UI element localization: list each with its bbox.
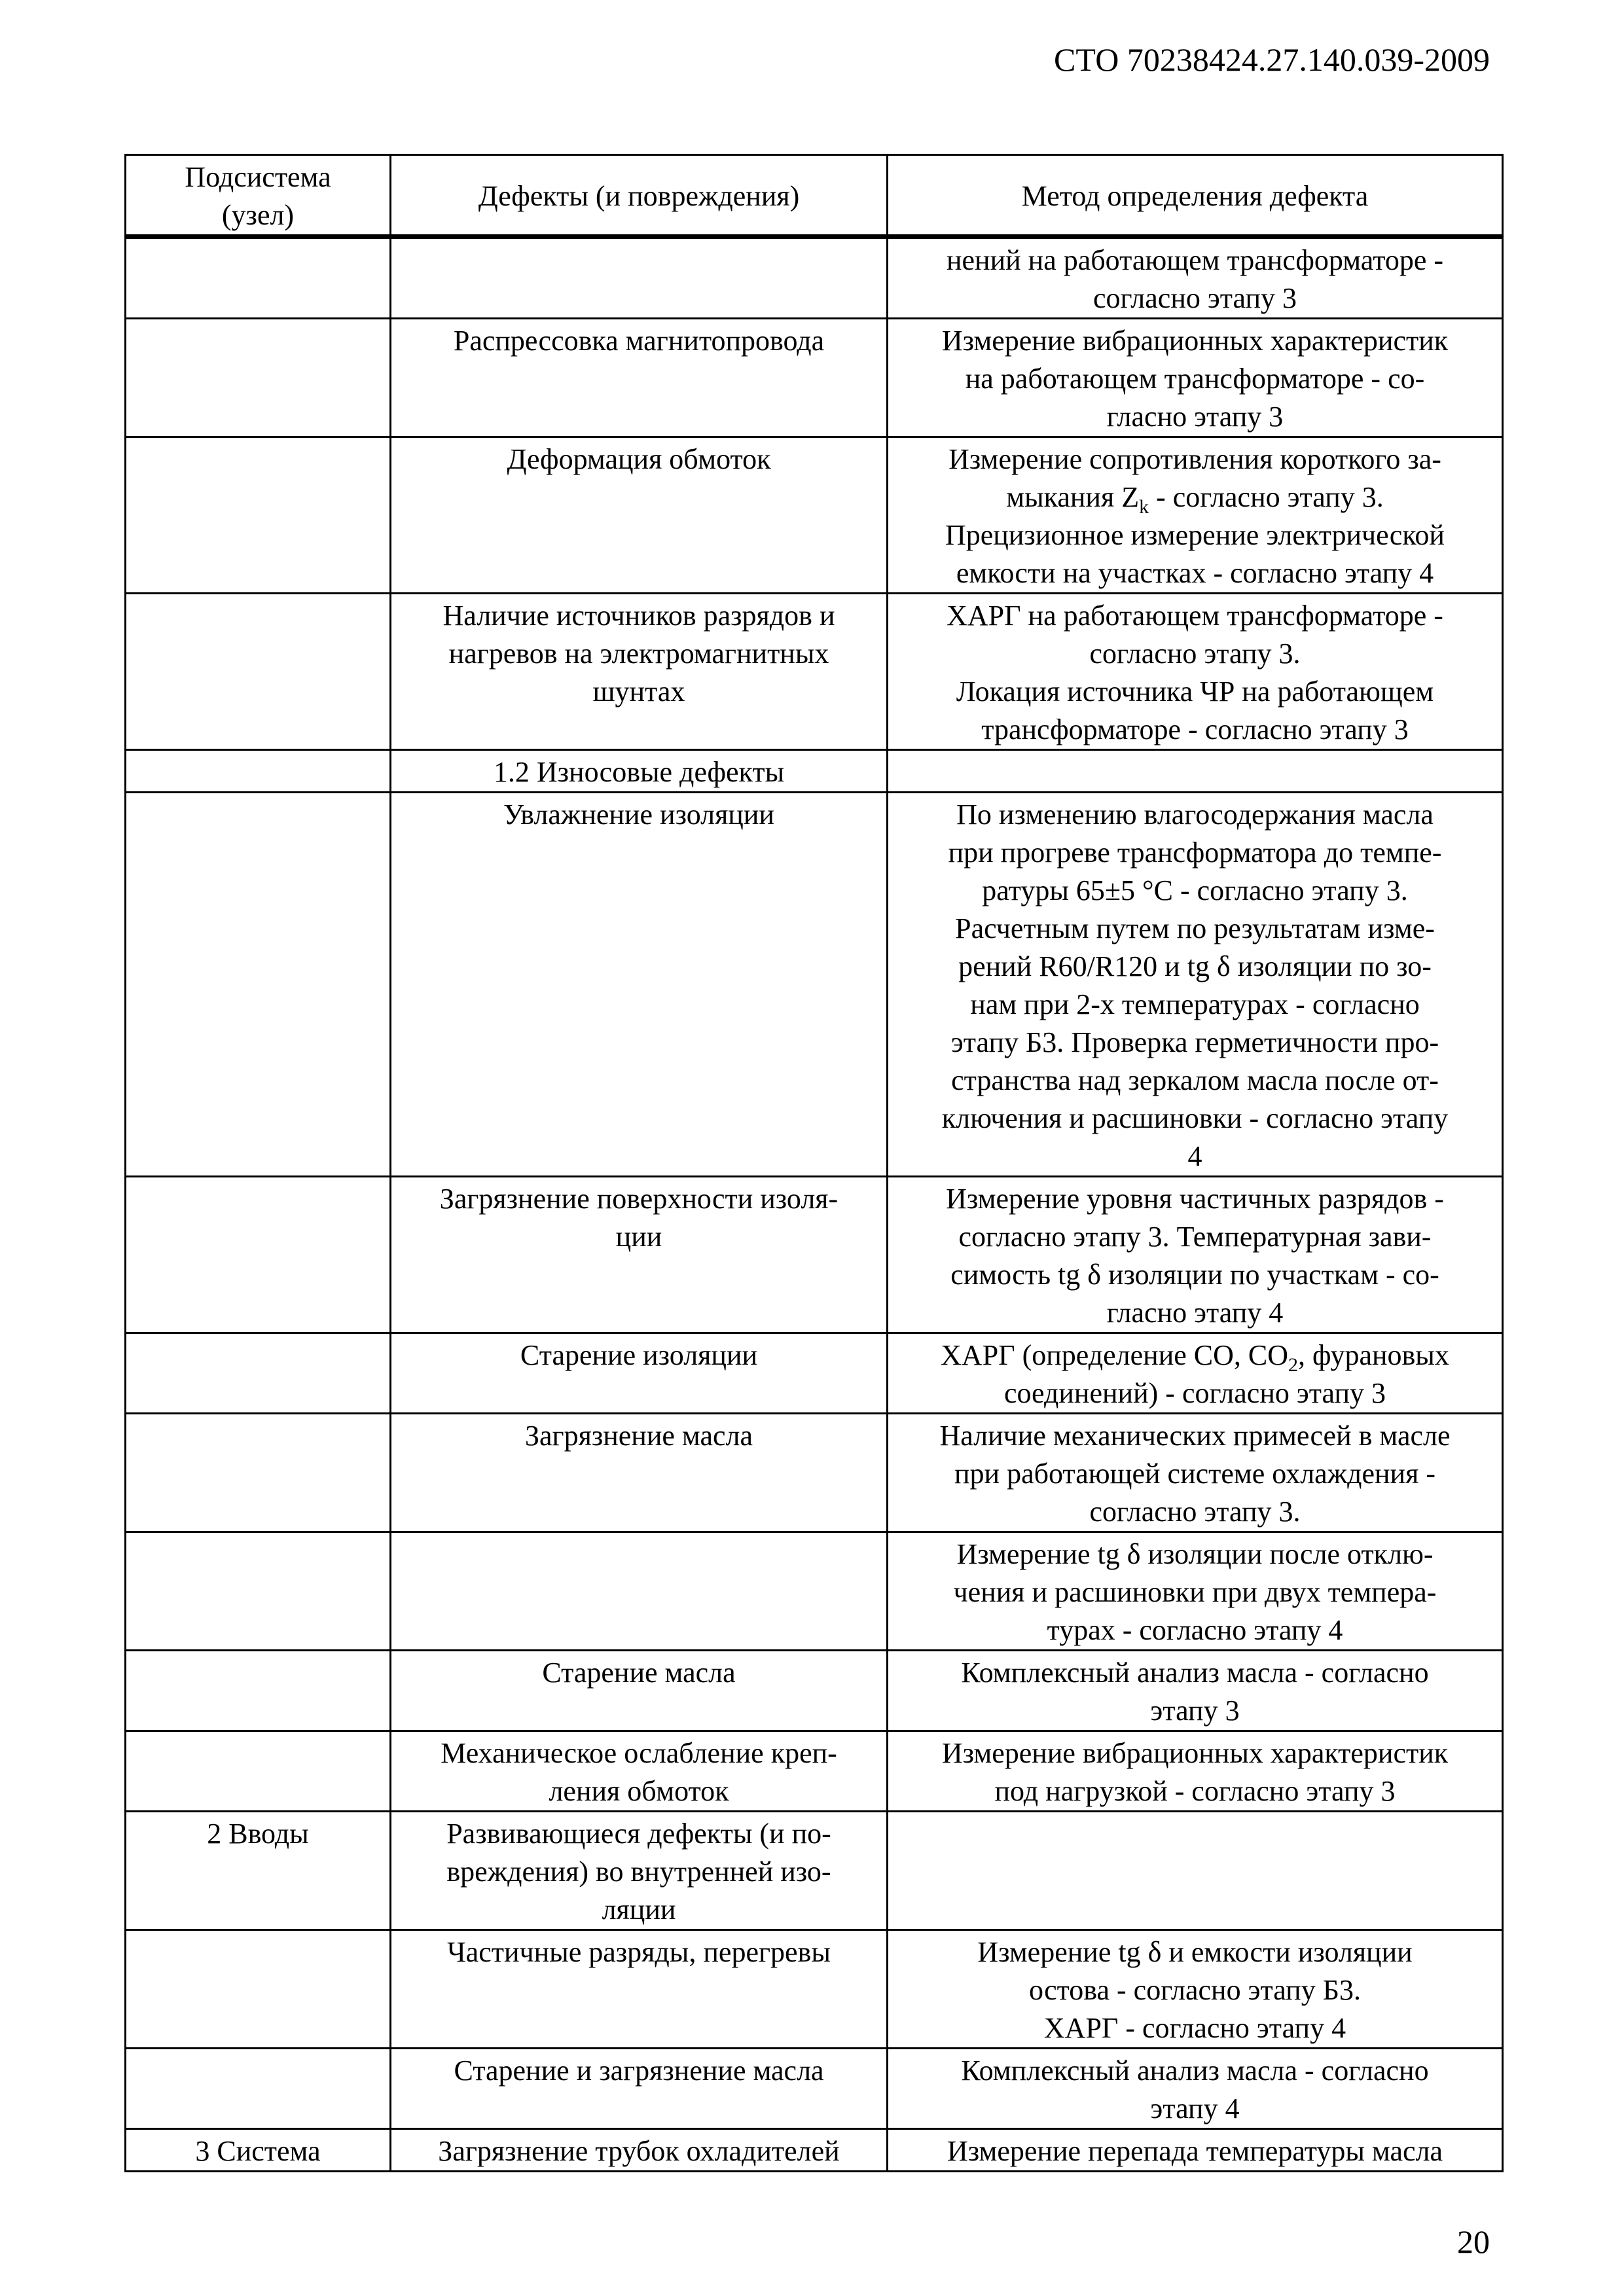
cell-method: Измерение перепада температуры масла [888, 2129, 1503, 2172]
cell-method: Комплексный анализ масла - согласно этапу 3 [888, 1651, 1503, 1731]
cell-defect: Частичные разряды, перегревы [391, 1930, 888, 2049]
cell-method: Измерение вибрационных характеристик под нагрузкой - согласно этапу 3 [888, 1731, 1503, 1812]
table-row [126, 319, 1503, 437]
page-number: 20 [1457, 2223, 1490, 2260]
method-text-part: , фурановых соединений) - согласно этапу 3 [1003, 1339, 1449, 1409]
cell-defect [391, 1532, 888, 1651]
cell-defect: Загрязнение поверхности изоля- ции [391, 1177, 888, 1333]
cell-defect: Загрязнение трубок охладителей [391, 2129, 888, 2172]
table-row [126, 1930, 1503, 2049]
table-body [126, 237, 1503, 2172]
cell-subsystem [126, 2049, 391, 2129]
cell-method [888, 437, 1503, 594]
cell-defect: Увлажнение изоляции [391, 793, 888, 1177]
defects-table [124, 154, 1504, 2172]
method-text-part: ХАРГ (определение СО, СО [941, 1339, 1289, 1371]
cell-defect: Распрессовка магнитопровода [391, 319, 888, 437]
cell-method: Комплексный анализ масла - согласно этапу 4 [888, 2049, 1503, 2129]
table-header-row [126, 155, 1503, 237]
cell-method [888, 1333, 1503, 1414]
cell-subsystem [126, 594, 391, 750]
cell-defect: Загрязнение масла [391, 1414, 888, 1532]
cell-method: нений на работающем трансформаторе - согласно этапу 3 [888, 237, 1503, 319]
cell-method: По изменению влагосодержания масла при прогреве трансформатора до темпе- ратуры 65±5 °С - согласно этапу 3. Расчетным путем по результатам изме- рений R60/R120 и tg δ изоляции по зо- нам при 2-х температурах - согласно этапу Б3. Проверка герметичности про- странства над зеркалом масла после от- ключения и расшиновки - согласно этапу 4 [888, 793, 1503, 1177]
cell-method: Измерение вибрационных характеристик на работающем трансформаторе - со- гласно этапу 3 [888, 319, 1503, 437]
method-text-part: Измерение сопротивления короткого за- мыкания Z [948, 443, 1441, 513]
cell-subsystem [126, 1731, 391, 1812]
cell-defect: Развивающиеся дефекты (и по- вреждения) во внутренней изо- ляции [391, 1812, 888, 1930]
cell-subsystem [126, 1651, 391, 1731]
subscript-text: k [1139, 495, 1149, 518]
cell-subsystem [126, 793, 391, 1177]
table-row [126, 1731, 1503, 1812]
subscript-text: 2 [1288, 1354, 1299, 1376]
method-text-part: - согласно этапу 3. Прецизионное измерение электрической емкости на участках - согласно этапу 4 [945, 481, 1445, 589]
cell-defect: Старение изоляции [391, 1333, 888, 1414]
cell-subsystem [126, 1414, 391, 1532]
cell-defect: Механическое ослабление креп- ления обмоток [391, 1731, 888, 1812]
cell-defect: Старение и загрязнение масла [391, 2049, 888, 2129]
cell-subsystem [126, 1333, 391, 1414]
cell-defect: Деформация обмоток [391, 437, 888, 594]
cell-method: Измерение tg δ изоляции после отклю- чения и расшиновки при двух темпера- турах - согласно этапу 4 [888, 1532, 1503, 1651]
table-row [126, 1651, 1503, 1731]
table-row [126, 750, 1503, 793]
table-row [126, 1812, 1503, 1930]
cell-method: ХАРГ на работающем трансформаторе - согласно этапу 3. Локация источника ЧР на работающем трансформаторе - согласно этапу 3 [888, 594, 1503, 750]
cell-subsystem [126, 319, 391, 437]
table-row [126, 793, 1503, 1177]
cell-defect [391, 237, 888, 319]
column-header-method: Метод определения дефекта [888, 155, 1503, 237]
table-row [126, 1177, 1503, 1333]
column-header-defects: Дефекты (и повреждения) [391, 155, 888, 237]
table-row [126, 594, 1503, 750]
table-row [126, 2129, 1503, 2172]
column-header-subsystem: Подсистема (узел) [126, 155, 391, 237]
cell-subsystem: 3 Система [126, 2129, 391, 2172]
table-row [126, 437, 1503, 594]
cell-defect: Старение масла [391, 1651, 888, 1731]
cell-subsystem: 2 Вводы [126, 1812, 391, 1930]
cell-subsystem [126, 1532, 391, 1651]
cell-subsystem [126, 437, 391, 594]
cell-method: Наличие механических примесей в масле при работающей системе охлаждения - согласно этапу 3. [888, 1414, 1503, 1532]
table-row [126, 2049, 1503, 2129]
table-row [126, 1414, 1503, 1532]
table-row [126, 1532, 1503, 1651]
table-row [126, 1333, 1503, 1414]
cell-subsystem [126, 237, 391, 319]
document-code: СТО 70238424.27.140.039-2009 [1054, 41, 1490, 78]
cell-method: Измерение tg δ и емкости изоляции остова - согласно этапу Б3. ХАРГ - согласно этапу 4 [888, 1930, 1503, 2049]
cell-defect: 1.2 Износовые дефекты [391, 750, 888, 793]
cell-subsystem [126, 1930, 391, 2049]
cell-subsystem [126, 1177, 391, 1333]
cell-subsystem [126, 750, 391, 793]
cell-method [888, 1812, 1503, 1930]
cell-method: Измерение уровня частичных разрядов - согласно этапу 3. Температурная зави- симость tg δ изоляции по участкам - со- гласно этапу 4 [888, 1177, 1503, 1333]
cell-defect: Наличие источников разрядов и нагревов на электромагнитных шунтах [391, 594, 888, 750]
table-row [126, 237, 1503, 319]
cell-method [888, 750, 1503, 793]
